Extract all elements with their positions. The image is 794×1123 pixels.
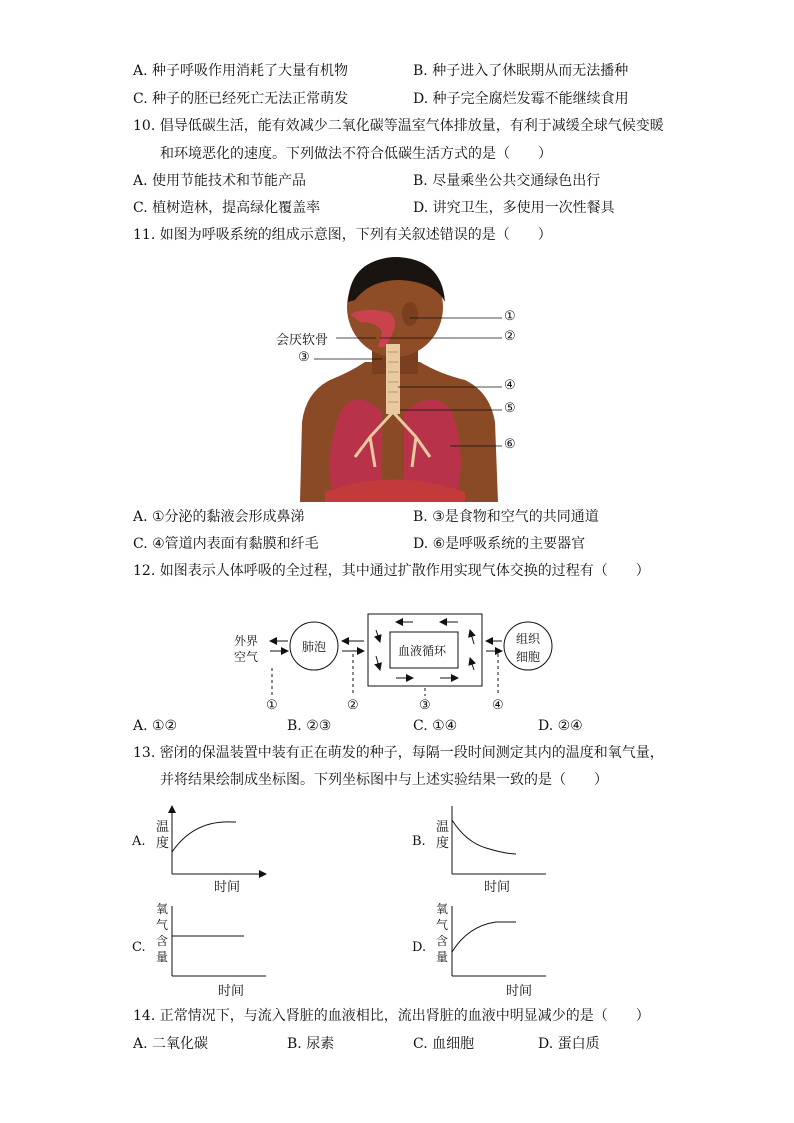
figure-marker-5: ⑤ (504, 401, 516, 416)
graph-b-axes (446, 802, 552, 880)
graph-d-xlabel: 时间 (506, 984, 533, 999)
graph-b (410, 802, 560, 894)
graph-b-letter: B. (412, 834, 426, 849)
graph-b-ylabel-1: 温 (436, 820, 450, 835)
graph-c-ylabel-2: 气 (156, 918, 169, 932)
q9-option-a: A. 种子呼吸作用消耗了大量有机物 (133, 63, 349, 79)
graph-a-axes (166, 802, 272, 880)
graph-a-xlabel: 时间 (214, 880, 241, 895)
graph-d-ylabel-3: 含 (436, 934, 449, 948)
graph-c (130, 898, 280, 998)
q12-option-c: C. ①④ (413, 718, 458, 734)
graph-c-ylabel-1: 氧 (156, 902, 169, 916)
q11-option-d: D. ⑥是呼吸系统的主要器官 (413, 536, 586, 552)
q11-option-b: B. ③是食物和空气的共同通道 (413, 509, 599, 525)
graph-c-letter: C. (132, 940, 146, 955)
q11-stem: 11. 如图为呼吸系统的组成示意图，下列有关叙述错误的是（ ） (133, 227, 552, 243)
q14-option-d: D. 蛋白质 (538, 1036, 600, 1052)
circ-arrow-left-2 (376, 656, 380, 670)
graph-d-ylabel-1: 氧 (436, 902, 449, 916)
graph-b-xlabel: 时间 (484, 880, 511, 895)
q10-stem-line2: 和环境恶化的速度。下列做法不符合低碳生活方式的是（ ） (160, 146, 552, 162)
circ-arrow-left-1 (376, 630, 380, 642)
circ-arrow-right-2 (470, 630, 474, 644)
tissue-cell-label-1: 组织 (516, 632, 541, 646)
q14-option-a: A. 二氧化碳 (133, 1036, 209, 1052)
respiratory-system-figure (270, 252, 530, 502)
q9-option-d: D. 种子完全腐烂发霉不能继续食用 (413, 91, 629, 107)
q12-option-b: B. ②③ (287, 718, 332, 734)
graph-c-ylabel-3: 含 (156, 934, 169, 948)
figure-marker-6: ⑥ (504, 437, 516, 452)
q13-stem-line1: 13. 密闭的保温装置中装有正在萌发的种子，每隔一段时间测定其内的温度和氧气量， (133, 745, 664, 761)
q9-option-c: C. 种子的胚已经死亡无法正常萌发 (133, 91, 349, 107)
ear-shape (402, 302, 418, 326)
graph-d (410, 898, 560, 998)
figure-marker-4: ④ (504, 378, 516, 393)
outside-air-label-1: 外界 (234, 634, 259, 648)
q11-option-a: A. ①分泌的黏液会形成鼻涕 (133, 509, 305, 525)
outside-air-label-2: 空气 (234, 650, 259, 664)
circulation-label: 血液循环 (398, 644, 447, 658)
graph-c-axes (166, 902, 272, 982)
q12-option-d: D. ②④ (538, 718, 583, 734)
tissue-cell-label-2: 细胞 (516, 650, 541, 664)
epiglottis-label: 会厌软骨 (276, 333, 329, 348)
process-marker-2: ② (347, 698, 359, 713)
alveoli-label: 肺泡 (302, 640, 327, 654)
trachea-shape (386, 344, 400, 414)
figure-marker-1: ① (504, 309, 516, 324)
graph-b-curve (452, 820, 516, 854)
q13-stem-line2: 并将结果绘制成坐标图。下列坐标图中与上述实验结果一致的是（ ） (160, 772, 608, 788)
q11-option-c: C. ④管道内表面有黏膜和纤毛 (133, 536, 319, 552)
q10-option-b: B. 尽量乘坐公共交通绿色出行 (413, 173, 601, 189)
graph-d-ylabel-2: 气 (436, 918, 449, 932)
graph-d-axes (446, 902, 552, 982)
graph-a-letter: A. (132, 834, 146, 849)
q12-stem: 12. 如图表示人体呼吸的全过程，其中通过扩散作用实现气体交换的过程有（ ） (133, 563, 650, 579)
q10-option-a: A. 使用节能技术和节能产品 (133, 173, 307, 189)
graph-a-ylabel-2: 度 (156, 836, 170, 851)
respiration-process-diagram (228, 608, 568, 720)
respiratory-system-illustration (270, 252, 530, 502)
graph-a-curve (172, 822, 236, 852)
graph-d-ylabel-4: 量 (436, 950, 449, 964)
graph-b-ylabel-2: 度 (436, 836, 450, 851)
q10-option-d: D. 讲究卫生，多使用一次性餐具 (413, 200, 615, 216)
graph-a (130, 802, 280, 894)
process-marker-1: ① (266, 698, 278, 713)
process-marker-4: ④ (492, 698, 504, 713)
q14-option-b: B. 尿素 (287, 1036, 335, 1052)
graph-c-xlabel: 时间 (218, 984, 245, 999)
q9-option-b: B. 种子进入了休眠期从而无法播种 (413, 63, 629, 79)
graph-a-ylabel-1: 温 (156, 820, 170, 835)
q10-option-c: C. 植树造林，提高绿化覆盖率 (133, 200, 321, 216)
figure-marker-3: ③ (298, 350, 310, 365)
q12-option-a: A. ①② (133, 718, 178, 734)
graph-d-curve (452, 922, 516, 952)
q14-stem: 14. 正常情况下，与流入肾脏的血液相比，流出肾脏的血液中明显减少的是（ ） (133, 1008, 650, 1024)
circ-arrow-right-1 (470, 658, 474, 670)
figure-marker-2: ② (504, 329, 516, 344)
graph-c-ylabel-4: 量 (156, 950, 169, 964)
q14-option-c: C. 血细胞 (413, 1036, 475, 1052)
q10-stem-line1: 10. 倡导低碳生活，能有效减少二氧化碳等温室气体排放量，有利于减缓全球气候变暖 (133, 118, 664, 134)
process-marker-3: ③ (419, 698, 431, 713)
graph-d-letter: D. (412, 940, 427, 955)
